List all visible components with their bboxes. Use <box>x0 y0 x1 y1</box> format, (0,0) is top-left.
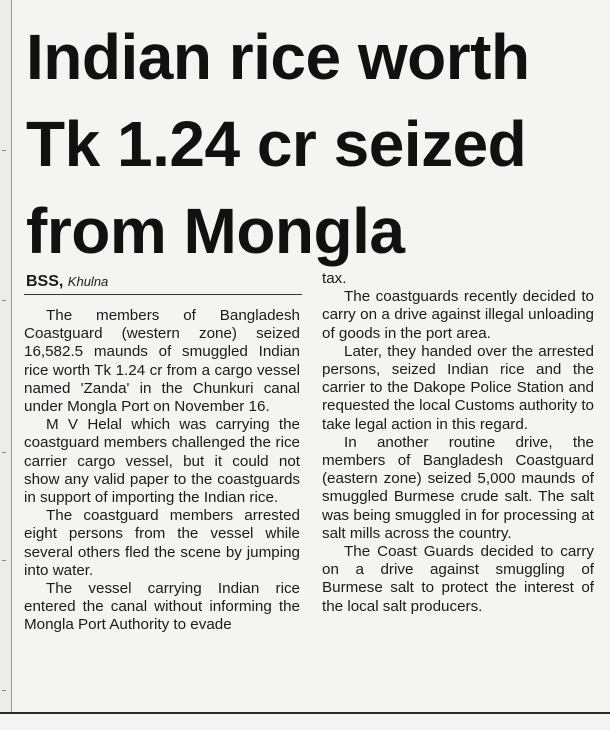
body-paragraph: Later, they handed over the arrested persons, seized Indian rice and the carrier to the Dakope Police Station and requested the local Customs authority to take legal action in this regard. <box>322 342 594 433</box>
body-paragraph: The coastguards recently decided to carry on a drive against illegal unloading of goods in the port area. <box>322 288 594 342</box>
article-column-2 <box>322 270 594 616</box>
byline-divider <box>24 294 302 295</box>
bottom-divider <box>0 712 610 714</box>
body-paragraph: The members of Bangladesh Coastguard (western zone) seized 16,582.5 maunds of smuggled Indian rice worth Tk 1.24 cr from a cargo vessel named 'Zanda' in the Chunkuri canal under Mongla Port on November 16. <box>24 307 300 416</box>
body-paragraph: M V Helal which was carrying the coastguard members challenged the rice carrier cargo vessel, but it could not show any valid paper to the coastguards in support of importing the Indian rice. <box>24 416 300 507</box>
byline <box>26 272 108 292</box>
body-paragraph: The coastguard members arrested eight persons from the vessel while several others fled the scene by jumping into water. <box>24 507 300 579</box>
body-paragraph: In another routine drive, the members of Bangladesh Coastguard (eastern zone) seized 5,000 maunds of smuggled Burmese crude salt. The salt was being smuggled in for processing at salt mills across the country. <box>322 433 594 542</box>
byline-source: BSS, <box>26 273 64 290</box>
article-column-1 <box>24 307 300 635</box>
body-paragraph: The vessel carrying Indian rice entered the canal without informing the Mongla Port Authority to evade <box>24 580 300 634</box>
article-headline: Indian rice worth Tk 1.24 cr seized from Mongla <box>26 21 530 267</box>
byline-location: Khulna <box>67 274 109 289</box>
adjacent-column-edge <box>0 0 12 712</box>
body-paragraph: tax. <box>322 270 347 287</box>
body-paragraph: The Coast Guards decided to carry on a drive against smuggling of Burmese salt to protect the interest of the local salt producers. <box>322 543 594 615</box>
